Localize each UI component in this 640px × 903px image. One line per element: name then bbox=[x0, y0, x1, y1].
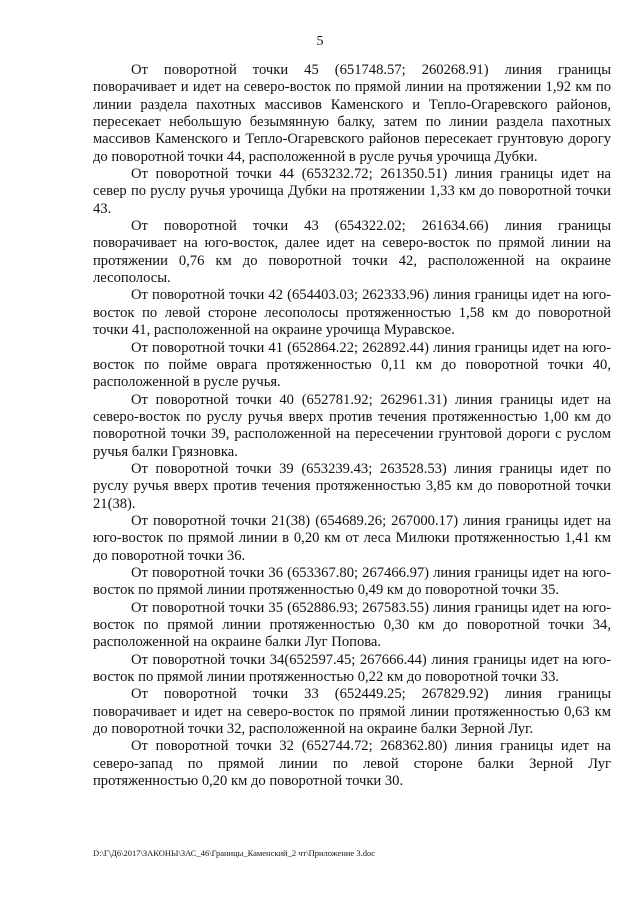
paragraph-point-32: От поворотной точки 32 (652744.72; 268362.80) линия границы идет на северо-запад по прямой линии по левой стороне балки Зерной Луг протяженностью 0,20 км до поворотной точки 30. bbox=[93, 738, 611, 790]
paragraph-point-39: От поворотной точки 39 (653239.43; 263528.53) линия границы идет по руслу ручья вверх против течения протяженностью 3,85 км до поворотной точки 21(38). bbox=[93, 460, 611, 512]
paragraph-point-41: От поворотной точки 41 (652864.22; 262892.44) линия границы идет на юго-восток по пойме оврага протяженностью 0,11 км до поворотной точки 40, расположенной в русле ручья. bbox=[93, 339, 611, 391]
paragraph-point-21-38: От поворотной точки 21(38) (654689.26; 267000.17) линия границы идет на юго-восток по прямой линии в 0,20 км от леса Милюки протяженностью 1,41 км до поворотной точки 36. bbox=[93, 512, 611, 564]
paragraph-point-44: От поворотной точки 44 (653232.72; 261350.51) линия границы идет на север по руслу ручья урочища Дубки на протяжении 1,33 км до поворотной точки 43. bbox=[93, 166, 611, 217]
paragraph-point-34: От поворотной точки 34(652597.45; 267666.44) линия границы идет на юго-восток по прямой линии протяженностью 0,22 км до поворотной точки 33. bbox=[93, 651, 611, 686]
paragraph-point-43: От поворотной точки 43 (654322.02; 261634.66) линия границы поворачивает на юго-восток, далее идет на северо-восток по прямой линии на протяжении 0,76 км до поворотной точки 42, расположенной на окраине лесополосы. bbox=[93, 218, 611, 287]
document-body bbox=[93, 62, 611, 790]
footer-file-path: D:\Г\Д6\2017\ЗАКОНЫ\ЗАС_46\Границы_Каменский_2 чт\Приложение 3.doc bbox=[93, 848, 375, 858]
paragraph-point-35: От поворотной точки 35 (652886.93; 267583.55) линия границы идет на юго-восток по прямой линии протяженностью 0,30 км до поворотной точки 34, расположенной на окраине балки Луг Попова. bbox=[93, 599, 611, 651]
paragraph-point-33: От поворотной точки 33 (652449.25; 267829.92) линия границы поворачивает и идет на северо-восток по прямой линии протяженностью 0,63 км до поворотной точки 32, расположенной на окраине балки Зерной Луг. bbox=[93, 686, 611, 738]
paragraph-point-40: От поворотной точки 40 (652781.92; 262961.31) линия границы идет на северо-восток по руслу ручья вверх против течения протяженностью 1,00 км до поворотной точки 39, расположенной на пересечении грунтовой дороги с руслом ручья балки Грязновка. bbox=[93, 391, 611, 460]
paragraph-point-42: От поворотной точки 42 (654403.03; 262333.96) линия границы идет на юго-восток по левой стороне лесополосы протяженностью 1,58 км до поворотной точки 41, расположенной на окраине урочища Муравское. bbox=[93, 287, 611, 339]
page-number: 5 bbox=[316, 34, 324, 49]
paragraph-point-45: От поворотной точки 45 (651748.57; 260268.91) линия границы поворачивает и идет на северо-восток по прямой линии на протяжении 1,92 км по линии раздела пахотных массивов Каменского и Тепло-Огаревского районов, пересекает небольшую безымянную балку, затем по линии раздела пахотных массивов Каменского и Тепло-Огаревского районов пересекает грунтовую дорогу до поворотной точки 44, расположенной в русле ручья урочища Дубки. bbox=[93, 62, 611, 165]
paragraph-point-36: От поворотной точки 36 (653367.80; 267466.97) линия границы идет на юго-восток по прямой линии протяженностью 0,49 км до поворотной точки 35. bbox=[93, 564, 611, 599]
